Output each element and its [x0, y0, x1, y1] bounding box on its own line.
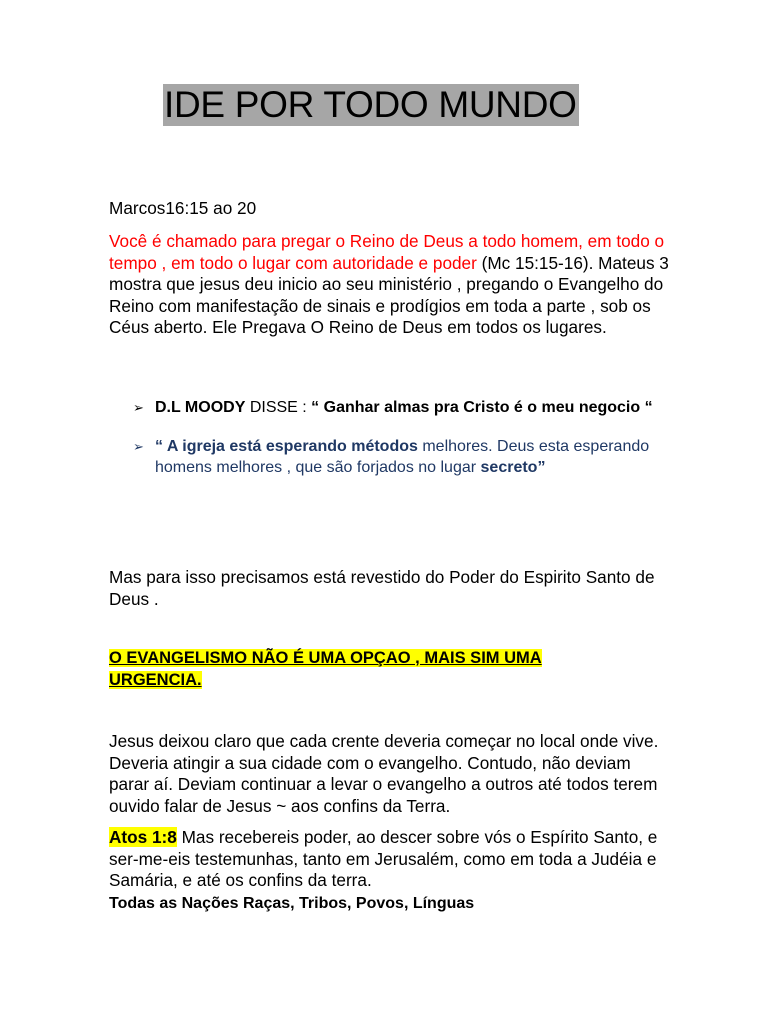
acts-paragraph — [109, 827, 669, 914]
power-paragraph: Mas para isso precisamos está revestido do Poder do Espirito Santo de Deus . — [109, 567, 655, 609]
jesus-paragraph: Jesus deixou claro que cada crente deveria começar no local onde vive. Deveria atingir a sua cidade com o evangelho. Contudo, não deviam parar aí. Deviam continuar a levar o evangelho a outros até todos terem ouvido falar de Jesus ~ aos confins da Terra. — [109, 731, 659, 816]
scripture-reference: Marcos16:15 ao 20 — [109, 198, 257, 218]
church-quote-bold-start: “ A igreja está esperando métodos — [155, 437, 418, 455]
urgency-notice — [109, 648, 629, 691]
nations-line: Todas as Nações Raças, Tribos, Povos, Línguas — [109, 894, 475, 912]
church-quote-normal: melhores. Deus esta esperando homens melhores , que são forjados no lugar — [155, 437, 650, 476]
list-item-church — [133, 436, 673, 479]
list-item-moody — [133, 397, 673, 419]
intro-red-text: Você é chamado para pregar o Reino de Deus a todo homem, em todo o tempo , em todo o lugar com autoridade e poder — [109, 231, 665, 273]
church-quote-bold-end: secreto” — [480, 459, 546, 476]
intro-rest-text: (Mc 15:15-16). Mateus 3 mostra que jesus deu inicio ao seu ministério , pregando o Evangelho do Reino com manifestação de sinais e prodígios em toda a parte , sob os Céus aberto. Ele Pregava O Reino de Deus em todos os lugares. — [109, 252, 669, 337]
arrowhead-bullet-icon: ➢ — [133, 400, 144, 415]
urgency-notice-text: O EVANGELISMO NÃO É UMA OPÇAO , MAIS SIM UMA URGENCIA. — [109, 649, 542, 689]
acts-text: Mas recebereis poder, ao descer sobre vós o Espírito Santo, e ser-me-eis testemunhas, tanto em Jerusalém, como em toda a Judéia e Samária, e até os confins da terra. — [109, 827, 658, 890]
moody-name: D.L MOODY — [155, 399, 246, 416]
page-title: IDE POR TODO MUNDO — [164, 84, 577, 125]
moody-said: DISSE : — [245, 399, 312, 416]
intro-paragraph — [109, 231, 669, 339]
acts-reference: Atos 1:8 — [109, 827, 177, 847]
moody-quote: “ Ganhar almas pra Cristo é o meu negocio “ — [311, 399, 653, 416]
quote-list — [133, 397, 673, 479]
arrowhead-bullet-icon: ➢ — [133, 438, 144, 454]
